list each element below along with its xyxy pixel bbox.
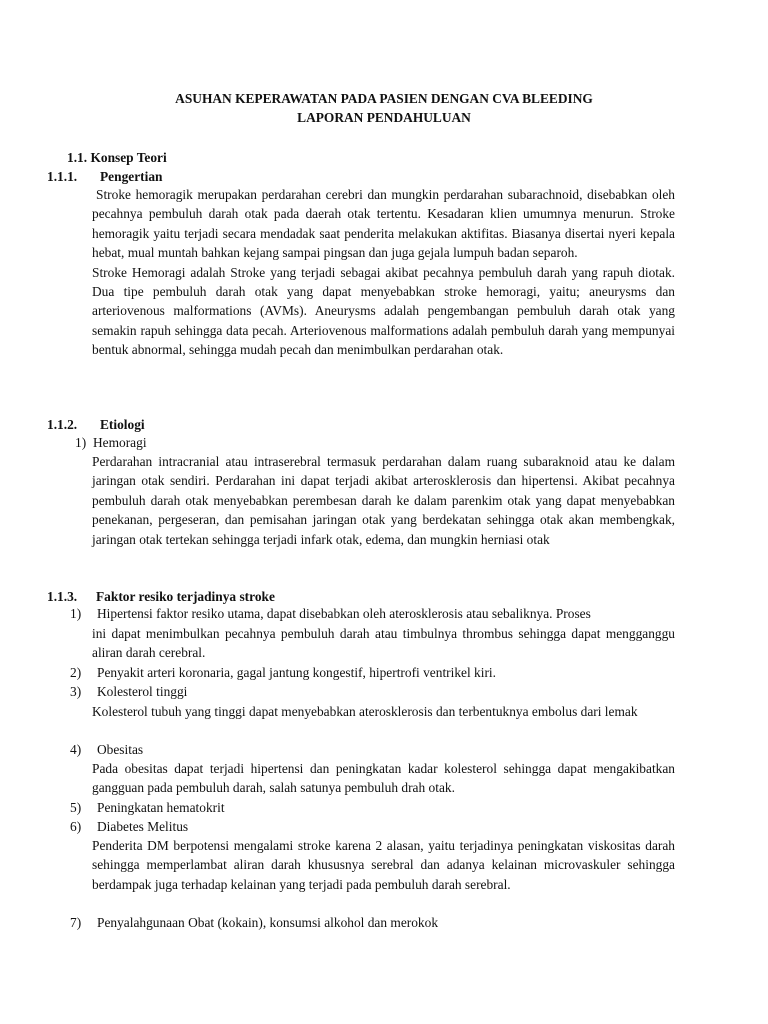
- list-item-title: Obesitas: [97, 742, 144, 757]
- etiologi-paragraph: Perdarahan intracranial atau intraserebral termasuk perdarahan dalam ruang subaraknoid atau ke dalam jaringan otak sendiri. Perdarahan ini dapat terjadi akibat arterosklerosis dan hipertensi. Akibat pecahnya pembuluh darah otak menyebabkan perembesan darah ke dalam parenkim otak yang dapat menyebabkan penekanan, pergeseran, dan pemisahan jaringan otak yang berdekatan sehingga otak akan membengkak, jaringan otak tertekan sehingga terjadi infark otak, edema, dan mungkin herniasi otak: [92, 454, 675, 547]
- section-title: Faktor resiko terjadinya stroke: [96, 589, 275, 604]
- list-item-number: 3): [70, 684, 82, 699]
- document-subtitle: LAPORAN PENDAHULUAN: [297, 110, 471, 125]
- section-number: 1.1.1.: [47, 169, 78, 184]
- section-number: 1.1.: [67, 150, 88, 165]
- list-item-body: Pada obesitas dapat terjadi hipertensi dan peningkatan kadar kolesterol sehingga dapat mengakibatkan gangguan pada pembuluh darah, salah satunya pembuluh drah otak.: [92, 761, 675, 796]
- section-heading-konsep-teori: [67, 149, 167, 167]
- list-item-number: 2): [70, 665, 82, 680]
- list-item-title: Kolesterol tinggi: [97, 684, 188, 699]
- section-heading-etiologi: [47, 416, 145, 434]
- section-title: Pengertian: [100, 169, 163, 184]
- section-heading-pengertian: [47, 168, 162, 186]
- list-item-title: Penyakit arteri koronaria, gagal jantung kongestif, hipertrofi ventrikel kiri.: [97, 665, 496, 680]
- pengertian-body: [92, 185, 675, 360]
- section-title: Konsep Teori: [90, 150, 167, 165]
- list-item-number: 7): [70, 915, 82, 930]
- list-item-number: 5): [70, 800, 82, 815]
- list-item-body: Kolesterol tubuh yang tinggi dapat menyebabkan aterosklerosis dan terbentuknya embolus dari lemak: [92, 704, 638, 719]
- section-number: 1.1.2.: [47, 417, 78, 432]
- list-item-title: Hipertensi faktor resiko utama, dapat disebabkan oleh aterosklerosis atau sebaliknya. Proses: [97, 606, 591, 621]
- document-title: ASUHAN KEPERAWATAN PADA PASIEN DENGAN CVA BLEEDING: [175, 91, 593, 106]
- list-item-title: Diabetes Melitus: [97, 819, 189, 834]
- pengertian-paragraph-2: Stroke Hemoragi adalah Stroke yang terjadi sebagai akibat pecahnya pembuluh darah yang rapuh diotak. Dua tipe pembuluh darah otak yang dapat menyebabkan stroke hemoragi, yaitu; aneurysms dan arteriovenous malformations (AVMs). Aneurysms adalah pengembangan pembuluh darah otak yang semakin rapuh sehingga data pecah. Arteriovenous malformations adalah pembuluh darah yang mempunyai bentuk abnormal, sehingga mudah pecah dan menimbulkan perdarahan otak.: [92, 264, 675, 358]
- etiologi-sub-title: Hemoragi: [93, 435, 147, 450]
- list-item-title: Peningkatan hematokrit: [97, 800, 225, 815]
- list-item-body: ini dapat menimbulkan pecahnya pembuluh darah atau timbulnya thrombus sehingga dapat mengganggu aliran darah cerebral.: [92, 626, 675, 661]
- list-item-body: Penderita DM berpotensi mengalami stroke karena 2 alasan, yaitu terjadinya peningkatan viskositas darah sehingga memperlambat aliran darah khususnya serebral dan adanya kelainan microvaskuler sehingga berdampak juga terhadap kelainan yang terjadi pada pembuluh darah serebral.: [92, 838, 675, 892]
- etiologi-sub-number: 1): [75, 435, 87, 450]
- list-item-title: Penyalahgunaan Obat (kokain), konsumsi alkohol dan merokok: [97, 915, 439, 930]
- section-title: Etiologi: [100, 417, 145, 432]
- pengertian-paragraph-1: Stroke hemoragik merupakan perdarahan cerebri dan mungkin perdarahan subarachnoid, disebabkan oleh pecahnya pembuluh darah otak pada daerah otak tertentu. Kesadaran klien umumnya menurun. Stroke hemoragik yaitu terjadi secara mendadak saat penderita melakukan aktifitas. Biasanya disertai nyeri kepala hebat, mual muntah bahkan kejang sampai pingsan dan juga gejala lumpuh badan separoh.: [92, 187, 675, 261]
- etiologi-body: [92, 452, 675, 549]
- list-item-number: 4): [70, 742, 82, 757]
- list-item-number: 6): [70, 819, 82, 834]
- section-number: 1.1.3.: [47, 589, 78, 604]
- list-item-number: 1): [70, 606, 82, 621]
